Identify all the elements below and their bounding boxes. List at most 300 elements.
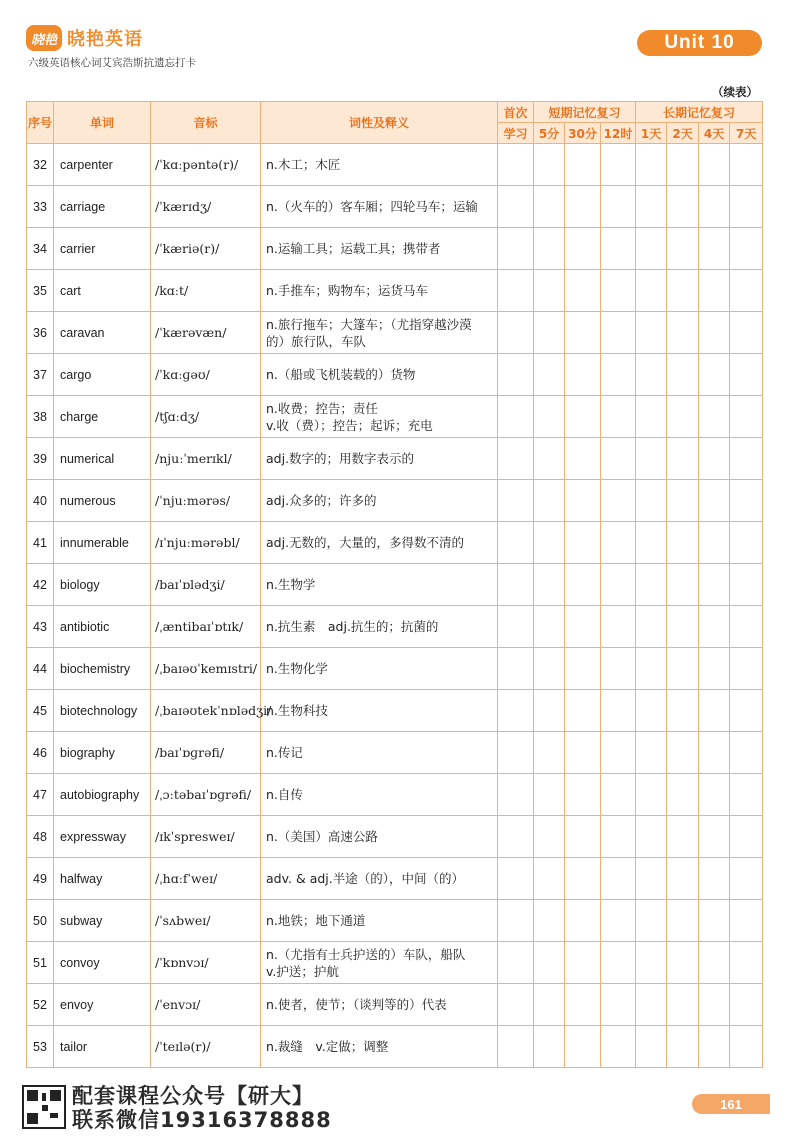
review-checkbox-cell[interactable] (699, 732, 730, 774)
review-checkbox-cell[interactable] (498, 438, 534, 480)
review-checkbox-cell[interactable] (498, 522, 534, 564)
review-checkbox-cell[interactable] (636, 564, 667, 606)
review-checkbox-cell[interactable] (534, 186, 565, 228)
review-checkbox-cell[interactable] (699, 396, 730, 438)
review-checkbox-cell[interactable] (534, 648, 565, 690)
review-checkbox-cell[interactable] (534, 354, 565, 396)
header-12h: 12时 (601, 123, 636, 144)
row-word: cargo (54, 354, 151, 396)
review-checkbox-cell[interactable] (699, 354, 730, 396)
row-phonetic: /ˈkæriə(r)/ (151, 228, 261, 270)
review-checkbox-cell[interactable] (601, 942, 636, 984)
header-5min: 5分 (534, 123, 565, 144)
review-checkbox-cell[interactable] (565, 606, 601, 648)
review-checkbox-cell[interactable] (498, 228, 534, 270)
row-phonetic: /ˌhɑːfˈweɪ/ (151, 858, 261, 900)
review-checkbox-cell[interactable] (565, 648, 601, 690)
review-checkbox-cell[interactable] (498, 1026, 534, 1068)
row-word: biology (54, 564, 151, 606)
definition-line: adj.数字的；用数字表示的 (266, 451, 415, 466)
review-checkbox-cell[interactable] (667, 480, 699, 522)
table-row (27, 396, 763, 438)
review-checkbox-cell[interactable] (498, 942, 534, 984)
review-checkbox-cell[interactable] (601, 732, 636, 774)
review-checkbox-cell[interactable] (699, 312, 730, 354)
header-1day: 1天 (636, 123, 667, 144)
row-number: 32 (27, 144, 54, 186)
row-definition (261, 522, 498, 564)
table-row (27, 984, 763, 1026)
row-word: biography (54, 732, 151, 774)
review-checkbox-cell[interactable] (498, 774, 534, 816)
row-definition (261, 396, 498, 438)
review-checkbox-cell[interactable] (565, 354, 601, 396)
continued-label: （续表） (712, 85, 758, 99)
review-checkbox-cell[interactable] (636, 144, 667, 186)
row-phonetic: /ˈteɪlə(r)/ (151, 1026, 261, 1068)
row-phonetic: /ˌbaɪəʊtekˈnɒlədʒi/ (151, 690, 261, 732)
review-checkbox-cell[interactable] (534, 900, 565, 942)
review-checkbox-cell[interactable] (534, 522, 565, 564)
row-word: subway (54, 900, 151, 942)
table-row (27, 774, 763, 816)
review-checkbox-cell[interactable] (565, 690, 601, 732)
review-checkbox-cell[interactable] (699, 186, 730, 228)
review-checkbox-cell[interactable] (601, 270, 636, 312)
review-checkbox-cell[interactable] (601, 774, 636, 816)
review-checkbox-cell[interactable] (565, 858, 601, 900)
review-checkbox-cell[interactable] (730, 732, 763, 774)
row-definition (261, 144, 498, 186)
row-phonetic: /ˈenvɔɪ/ (151, 984, 261, 1026)
review-checkbox-cell[interactable] (730, 900, 763, 942)
review-checkbox-cell[interactable] (699, 270, 730, 312)
review-checkbox-cell[interactable] (498, 606, 534, 648)
review-checkbox-cell[interactable] (730, 438, 763, 480)
review-checkbox-cell[interactable] (636, 774, 667, 816)
review-checkbox-cell[interactable] (636, 228, 667, 270)
row-number: 41 (27, 522, 54, 564)
row-number: 33 (27, 186, 54, 228)
review-checkbox-cell[interactable] (730, 942, 763, 984)
review-checkbox-cell[interactable] (601, 228, 636, 270)
review-checkbox-cell[interactable] (667, 228, 699, 270)
table-row (27, 228, 763, 270)
review-checkbox-cell[interactable] (601, 354, 636, 396)
row-word: caravan (54, 312, 151, 354)
table-row (27, 1026, 763, 1068)
review-checkbox-cell[interactable] (699, 606, 730, 648)
row-word: numerical (54, 438, 151, 480)
review-checkbox-cell[interactable] (534, 690, 565, 732)
definition-line: n.传记 (266, 745, 303, 760)
row-phonetic: /njuːˈmerɪkl/ (151, 438, 261, 480)
promo-line-2: 联系微信19316378888 (72, 1108, 332, 1132)
review-checkbox-cell[interactable] (667, 816, 699, 858)
review-checkbox-cell[interactable] (636, 690, 667, 732)
review-checkbox-cell[interactable] (730, 816, 763, 858)
review-checkbox-cell[interactable] (667, 1026, 699, 1068)
promo-line-1: 配套课程公众号【研大】 (72, 1084, 314, 1108)
row-definition (261, 438, 498, 480)
review-checkbox-cell[interactable] (636, 522, 667, 564)
review-checkbox-cell[interactable] (534, 312, 565, 354)
review-checkbox-cell[interactable] (730, 354, 763, 396)
review-checkbox-cell[interactable] (636, 270, 667, 312)
row-definition (261, 1026, 498, 1068)
review-checkbox-cell[interactable] (498, 900, 534, 942)
review-checkbox-cell[interactable] (498, 984, 534, 1026)
definition-line: n.裁缝 v.定做；调整 (266, 1039, 389, 1054)
row-word: convoy (54, 942, 151, 984)
review-checkbox-cell[interactable] (601, 984, 636, 1026)
definition-line: n.（火车的）客车厢；四轮马车；运输 (266, 199, 478, 214)
review-checkbox-cell[interactable] (667, 732, 699, 774)
table-row (27, 732, 763, 774)
review-checkbox-cell[interactable] (534, 774, 565, 816)
definition-line: n.自传 (266, 787, 303, 802)
header-short-term: 短期记忆复习 (534, 102, 636, 123)
table-row (27, 942, 763, 984)
review-checkbox-cell[interactable] (667, 984, 699, 1026)
review-checkbox-cell[interactable] (636, 858, 667, 900)
row-word: charge (54, 396, 151, 438)
review-checkbox-cell[interactable] (534, 480, 565, 522)
row-word: autobiography (54, 774, 151, 816)
row-definition (261, 606, 498, 648)
promo-text (72, 1084, 332, 1132)
row-word: expressway (54, 816, 151, 858)
definition-line: n.使者，使节；（谈判等的）代表 (266, 997, 447, 1012)
review-checkbox-cell[interactable] (565, 900, 601, 942)
review-checkbox-cell[interactable] (498, 186, 534, 228)
review-checkbox-cell[interactable] (565, 942, 601, 984)
review-checkbox-cell[interactable] (565, 144, 601, 186)
review-checkbox-cell[interactable] (565, 816, 601, 858)
review-checkbox-cell[interactable] (534, 270, 565, 312)
review-checkbox-cell[interactable] (534, 858, 565, 900)
table-row (27, 858, 763, 900)
review-checkbox-cell[interactable] (636, 354, 667, 396)
review-checkbox-cell[interactable] (601, 186, 636, 228)
row-definition (261, 270, 498, 312)
review-checkbox-cell[interactable] (636, 186, 667, 228)
row-phonetic: /ɪkˈspresweɪ/ (151, 816, 261, 858)
row-phonetic: /ˈkɑːɡəʊ/ (151, 354, 261, 396)
review-checkbox-cell[interactable] (636, 480, 667, 522)
table-row (27, 438, 763, 480)
review-checkbox-cell[interactable] (699, 564, 730, 606)
review-checkbox-cell[interactable] (565, 396, 601, 438)
row-word: innumerable (54, 522, 151, 564)
review-checkbox-cell[interactable] (534, 942, 565, 984)
table-row (27, 522, 763, 564)
definition-line: n.（船或飞机装载的）货物 (266, 367, 416, 382)
definition-line: n.（尤指有士兵护送的）车队，船队 (266, 946, 466, 962)
row-number: 43 (27, 606, 54, 648)
review-checkbox-cell[interactable] (498, 648, 534, 690)
review-checkbox-cell[interactable] (699, 942, 730, 984)
vocab-table (26, 101, 763, 1068)
row-definition (261, 942, 498, 984)
table-row (27, 900, 763, 942)
table-row (27, 648, 763, 690)
review-checkbox-cell[interactable] (565, 564, 601, 606)
review-checkbox-cell[interactable] (699, 774, 730, 816)
review-checkbox-cell[interactable] (667, 144, 699, 186)
row-word: antibiotic (54, 606, 151, 648)
header-first-study-top: 首次 (498, 102, 534, 123)
review-checkbox-cell[interactable] (699, 858, 730, 900)
review-checkbox-cell[interactable] (636, 732, 667, 774)
row-number: 47 (27, 774, 54, 816)
page-number: 161 (692, 1094, 770, 1114)
review-checkbox-cell[interactable] (667, 606, 699, 648)
review-checkbox-cell[interactable] (565, 186, 601, 228)
row-definition (261, 858, 498, 900)
review-checkbox-cell[interactable] (601, 144, 636, 186)
row-number: 53 (27, 1026, 54, 1068)
table-row (27, 312, 763, 354)
row-number: 39 (27, 438, 54, 480)
review-checkbox-cell[interactable] (565, 732, 601, 774)
review-checkbox-cell[interactable] (565, 312, 601, 354)
review-checkbox-cell[interactable] (601, 564, 636, 606)
review-checkbox-cell[interactable] (636, 816, 667, 858)
review-checkbox-cell[interactable] (534, 1026, 565, 1068)
review-checkbox-cell[interactable] (601, 522, 636, 564)
definition-line: n.地铁；地下通道 (266, 913, 366, 928)
review-checkbox-cell[interactable] (730, 984, 763, 1026)
review-checkbox-cell[interactable] (730, 648, 763, 690)
review-checkbox-cell[interactable] (498, 270, 534, 312)
table-row (27, 144, 763, 186)
row-number: 40 (27, 480, 54, 522)
review-checkbox-cell[interactable] (699, 438, 730, 480)
review-checkbox-cell[interactable] (601, 858, 636, 900)
review-checkbox-cell[interactable] (636, 396, 667, 438)
review-checkbox-cell[interactable] (667, 522, 699, 564)
definition-line: v.护送；护航 (266, 963, 339, 979)
row-definition (261, 186, 498, 228)
review-checkbox-cell[interactable] (636, 648, 667, 690)
review-checkbox-cell[interactable] (565, 228, 601, 270)
review-checkbox-cell[interactable] (667, 774, 699, 816)
header-first-study-bottom: 学习 (498, 123, 534, 144)
review-checkbox-cell[interactable] (730, 774, 763, 816)
review-checkbox-cell[interactable] (534, 732, 565, 774)
review-checkbox-cell[interactable] (565, 1026, 601, 1068)
review-checkbox-cell[interactable] (534, 606, 565, 648)
review-checkbox-cell[interactable] (534, 816, 565, 858)
review-checkbox-cell[interactable] (667, 690, 699, 732)
review-checkbox-cell[interactable] (730, 270, 763, 312)
row-definition (261, 648, 498, 690)
book-subtitle: 六级英语核心词艾宾浩斯抗遗忘打卡 (28, 57, 196, 69)
review-checkbox-cell[interactable] (730, 312, 763, 354)
review-checkbox-cell[interactable] (667, 270, 699, 312)
review-checkbox-cell[interactable] (601, 816, 636, 858)
review-checkbox-cell[interactable] (699, 984, 730, 1026)
review-checkbox-cell[interactable] (667, 354, 699, 396)
logo-badge: 晓艳 (26, 25, 62, 51)
review-checkbox-cell[interactable] (730, 480, 763, 522)
review-checkbox-cell[interactable] (565, 774, 601, 816)
review-checkbox-cell[interactable] (498, 690, 534, 732)
review-checkbox-cell[interactable] (667, 396, 699, 438)
header-7day: 7天 (730, 123, 763, 144)
header-word: 单词 (54, 102, 151, 144)
definition-line: 的）旅行队，车队 (266, 333, 367, 349)
review-checkbox-cell[interactable] (601, 606, 636, 648)
row-definition (261, 354, 498, 396)
review-checkbox-cell[interactable] (636, 438, 667, 480)
row-phonetic: /ˈkɒnvɔɪ/ (151, 942, 261, 984)
review-checkbox-cell[interactable] (730, 606, 763, 648)
row-definition (261, 312, 498, 354)
review-checkbox-cell[interactable] (636, 900, 667, 942)
review-checkbox-cell[interactable] (667, 312, 699, 354)
review-checkbox-cell[interactable] (601, 438, 636, 480)
review-checkbox-cell[interactable] (601, 312, 636, 354)
table-row (27, 606, 763, 648)
row-number: 49 (27, 858, 54, 900)
review-checkbox-cell[interactable] (730, 690, 763, 732)
row-number: 48 (27, 816, 54, 858)
row-word: biotechnology (54, 690, 151, 732)
row-definition (261, 732, 498, 774)
table-row (27, 564, 763, 606)
review-checkbox-cell[interactable] (730, 858, 763, 900)
review-checkbox-cell[interactable] (565, 522, 601, 564)
row-definition (261, 480, 498, 522)
header-phonetic: 音标 (151, 102, 261, 144)
row-definition (261, 774, 498, 816)
review-checkbox-cell[interactable] (636, 942, 667, 984)
definition-line: v.收（费）；控告；起诉；充电 (266, 417, 433, 433)
review-checkbox-cell[interactable] (601, 690, 636, 732)
row-number: 51 (27, 942, 54, 984)
header-long-term: 长期记忆复习 (636, 102, 763, 123)
review-checkbox-cell[interactable] (498, 144, 534, 186)
review-checkbox-cell[interactable] (601, 900, 636, 942)
review-checkbox-cell[interactable] (498, 396, 534, 438)
review-checkbox-cell[interactable] (534, 396, 565, 438)
review-checkbox-cell[interactable] (699, 816, 730, 858)
row-word: cart (54, 270, 151, 312)
review-checkbox-cell[interactable] (699, 480, 730, 522)
review-checkbox-cell[interactable] (699, 228, 730, 270)
review-checkbox-cell[interactable] (534, 984, 565, 1026)
review-checkbox-cell[interactable] (636, 312, 667, 354)
review-checkbox-cell[interactable] (498, 480, 534, 522)
review-checkbox-cell[interactable] (667, 942, 699, 984)
review-checkbox-cell[interactable] (498, 312, 534, 354)
definition-line: adv. & adj.半途（的），中间（的） (266, 871, 464, 886)
row-word: carpenter (54, 144, 151, 186)
review-checkbox-cell[interactable] (667, 648, 699, 690)
unit-badge: Unit 10 (637, 30, 762, 56)
review-checkbox-cell[interactable] (699, 1026, 730, 1068)
review-checkbox-cell[interactable] (667, 186, 699, 228)
table-row (27, 186, 763, 228)
table-row (27, 354, 763, 396)
review-checkbox-cell[interactable] (699, 648, 730, 690)
row-phonetic: /baɪˈɒlədʒi/ (151, 564, 261, 606)
review-checkbox-cell[interactable] (498, 816, 534, 858)
header-2day: 2天 (667, 123, 699, 144)
row-word: envoy (54, 984, 151, 1026)
definition-line: n.抗生素 adj.抗生的；抗菌的 (266, 619, 439, 634)
header-definition: 词性及释义 (261, 102, 498, 144)
row-number: 36 (27, 312, 54, 354)
review-checkbox-cell[interactable] (699, 144, 730, 186)
row-definition (261, 564, 498, 606)
review-checkbox-cell[interactable] (601, 396, 636, 438)
row-phonetic: /ˈkɑːpəntə(r)/ (151, 144, 261, 186)
row-number: 45 (27, 690, 54, 732)
definition-line: n.生物化学 (266, 661, 328, 676)
review-checkbox-cell[interactable] (565, 438, 601, 480)
review-checkbox-cell[interactable] (699, 900, 730, 942)
review-checkbox-cell[interactable] (534, 228, 565, 270)
review-checkbox-cell[interactable] (730, 144, 763, 186)
review-checkbox-cell[interactable] (601, 648, 636, 690)
review-checkbox-cell[interactable] (636, 1026, 667, 1068)
review-checkbox-cell[interactable] (699, 690, 730, 732)
brand-logo (26, 25, 143, 51)
review-checkbox-cell[interactable] (534, 564, 565, 606)
review-checkbox-cell[interactable] (565, 480, 601, 522)
definition-line: n.生物学 (266, 577, 316, 592)
row-number: 52 (27, 984, 54, 1026)
review-checkbox-cell[interactable] (565, 270, 601, 312)
row-word: halfway (54, 858, 151, 900)
review-checkbox-cell[interactable] (565, 984, 601, 1026)
row-word: numerous (54, 480, 151, 522)
header-4day: 4天 (699, 123, 730, 144)
definition-line: n.（美国）高速公路 (266, 829, 378, 844)
review-checkbox-cell[interactable] (534, 438, 565, 480)
review-checkbox-cell[interactable] (601, 1026, 636, 1068)
row-number: 38 (27, 396, 54, 438)
review-checkbox-cell[interactable] (730, 186, 763, 228)
definition-line: adj.众多的；许多的 (266, 493, 377, 508)
review-checkbox-cell[interactable] (730, 396, 763, 438)
review-checkbox-cell[interactable] (730, 228, 763, 270)
review-checkbox-cell[interactable] (699, 522, 730, 564)
definition-line: n.收费；控告；责任 (266, 400, 378, 416)
review-checkbox-cell[interactable] (498, 564, 534, 606)
review-checkbox-cell[interactable] (730, 1026, 763, 1068)
review-checkbox-cell[interactable] (667, 564, 699, 606)
review-checkbox-cell[interactable] (636, 606, 667, 648)
review-checkbox-cell[interactable] (498, 354, 534, 396)
row-definition (261, 816, 498, 858)
review-checkbox-cell[interactable] (534, 144, 565, 186)
review-checkbox-cell[interactable] (667, 438, 699, 480)
row-number: 37 (27, 354, 54, 396)
review-checkbox-cell[interactable] (730, 522, 763, 564)
review-checkbox-cell[interactable] (730, 564, 763, 606)
review-checkbox-cell[interactable] (498, 858, 534, 900)
review-checkbox-cell[interactable] (667, 900, 699, 942)
review-checkbox-cell[interactable] (601, 480, 636, 522)
row-phonetic: /ˌbaɪəʊˈkemɪstri/ (151, 648, 261, 690)
review-checkbox-cell[interactable] (667, 858, 699, 900)
review-checkbox-cell[interactable] (636, 984, 667, 1026)
review-checkbox-cell[interactable] (498, 732, 534, 774)
